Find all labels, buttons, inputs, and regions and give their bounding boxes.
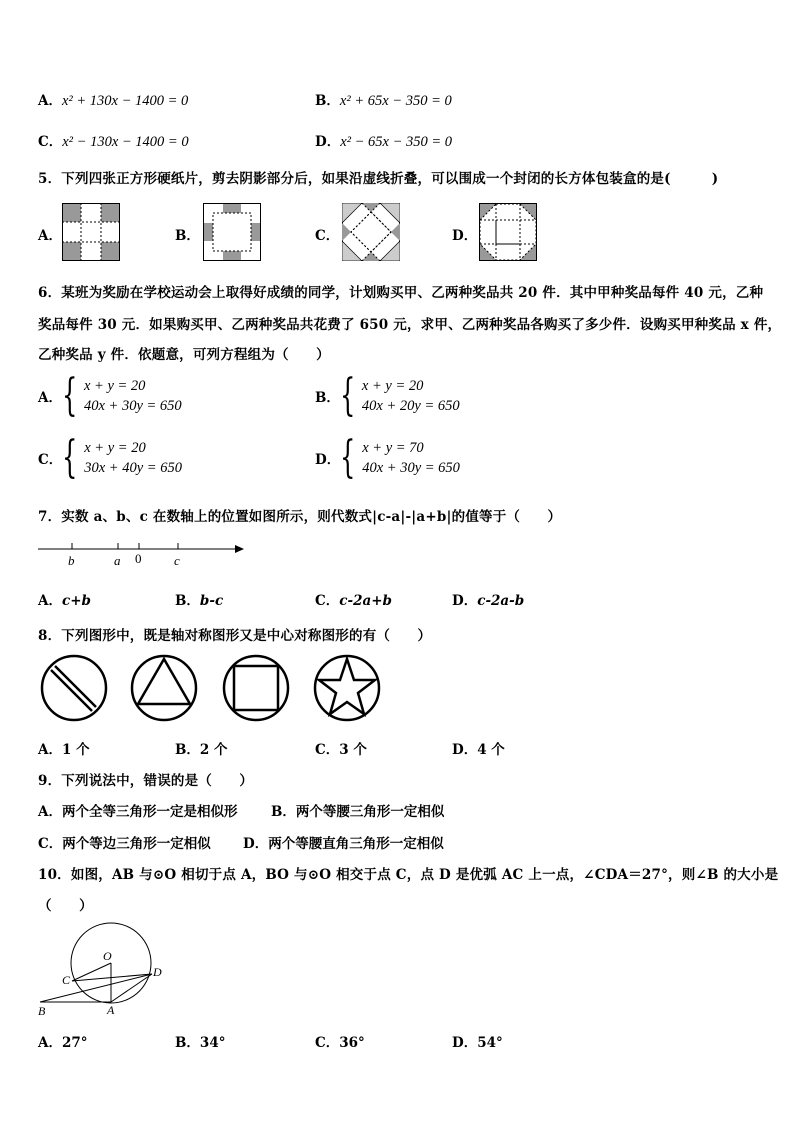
q5-figure-d — [479, 203, 537, 261]
equation: x + y = 20 — [83, 377, 146, 394]
option-label: C． — [38, 134, 63, 150]
option-label: C． — [315, 593, 340, 609]
axis-label-a: a — [114, 553, 121, 568]
q7-option-b — [175, 589, 223, 609]
option-text: 36° — [339, 1035, 365, 1051]
option-label: D． — [452, 1035, 478, 1051]
option-text: 34° — [199, 1035, 226, 1051]
q10-option-c — [315, 1031, 365, 1051]
option-label: B． — [315, 390, 340, 406]
circle-with-slash-figure — [42, 656, 106, 720]
q6-option-c — [38, 432, 182, 483]
option-text: 1 个 — [61, 742, 90, 758]
q7-option-a — [38, 589, 91, 609]
brace: { — [339, 370, 356, 421]
q10-option-b — [175, 1031, 225, 1051]
point-label-b: B — [38, 1004, 46, 1018]
shaded-corner — [101, 204, 119, 222]
option-label: A． — [38, 1035, 62, 1051]
q10-option-d — [452, 1031, 503, 1051]
circle-with-square-figure — [224, 656, 288, 720]
q7-option-c — [315, 589, 392, 609]
point-label-o: O — [103, 949, 112, 963]
equation: x + y = 70 — [362, 439, 424, 456]
option-label: A． — [38, 390, 62, 406]
option-label: B． — [315, 93, 340, 109]
option-text: c-2a-b — [477, 593, 525, 609]
option-label: C． — [38, 452, 63, 468]
q5-label-a: A． — [38, 228, 62, 244]
equation: x + y = 20 — [84, 439, 146, 456]
q9-question: 9．下列说法中，错误的是（ ） — [38, 773, 254, 789]
option-text: 4 个 — [477, 742, 505, 758]
q8-figures — [38, 652, 383, 726]
option-text: 27° — [61, 1035, 88, 1051]
brace: { — [340, 432, 356, 483]
q5-figure-a — [62, 203, 120, 261]
option-label: D． — [452, 742, 478, 758]
option-text: 54° — [477, 1035, 503, 1051]
equation: 40x + 30y = 650 — [83, 397, 182, 414]
q8-option-b — [175, 738, 228, 758]
point-label-a: A — [107, 1003, 115, 1017]
shaded-corner — [63, 204, 81, 222]
shaded-tab — [251, 223, 260, 241]
q4-option-b — [315, 89, 452, 110]
point-label-d: D — [153, 965, 162, 979]
equation: 40x + 20y = 650 — [361, 397, 460, 414]
equation: 30x + 40y = 650 — [84, 459, 182, 476]
q10-geometry-figure — [36, 918, 166, 1020]
shaded-corner — [101, 242, 119, 260]
q8-question: 8．下列图形中，既是轴对称图形又是中心对称图形的有（ ） — [38, 628, 432, 644]
q5-figure-b — [203, 203, 261, 261]
shaded-tab — [223, 204, 241, 213]
option-text: 2 个 — [199, 742, 228, 758]
option-text: c+b — [61, 593, 91, 609]
q5-label-b: B． — [175, 228, 200, 244]
q8-option-a — [38, 738, 90, 758]
option-label: A． — [38, 742, 62, 758]
option-label: C． — [315, 742, 340, 758]
q9-option-d: D．两个等腰直角三角形一定相似 — [243, 836, 444, 852]
axis-label-0: 0 — [135, 551, 142, 566]
q6-question-line1: 6．某班为奖励在学校运动会上取得好成绩的同学，计划购买甲、乙两种奖品共 20 件．其中甲种奖品每件 40 元，乙种 — [38, 285, 764, 301]
option-label: B． — [175, 593, 200, 609]
circle-with-triangle-figure — [132, 656, 196, 720]
option-text: b-c — [199, 593, 224, 609]
axis-label-c: c — [174, 553, 180, 568]
brace: { — [61, 370, 78, 421]
q4-option-d — [315, 130, 452, 151]
option-label: D． — [315, 452, 341, 468]
q7-question: 7．实数 a、b、c 在数轴上的位置如图所示，则代数式|c-a|-|a+b|的值等于（ ） — [38, 509, 562, 525]
q10-question-line2: （ ） — [38, 898, 93, 914]
q9-option-c: C．两个等边三角形一定相似 — [38, 836, 211, 852]
shaded-tab — [204, 223, 213, 241]
q5-label-d: D． — [452, 228, 478, 244]
option-label: A． — [38, 593, 62, 609]
q10-question-line1: 10．如图，AB 与⊙O 相切于点 A，BO 与⊙O 相交于点 C，点 D 是优弧 AC 上一点，∠CDA＝27°，则∠B 的大小是 — [38, 867, 779, 883]
point-label-c: C — [62, 973, 71, 987]
q6-question-line3: 乙种奖品 y 件．依题意，可列方程组为（ ） — [38, 347, 330, 363]
option-label: A． — [38, 93, 62, 109]
q8-option-c — [315, 738, 367, 758]
q4-option-c — [38, 130, 189, 151]
option-label: C． — [315, 1035, 340, 1051]
q9-option-a: A．两个全等三角形一定是相似形 — [38, 804, 238, 820]
q5-question: 5．下列四张正方形硬纸片，剪去阴影部分后，如果沿虚线折叠，可以围成一个封闭的长方体包装盒的是( ) — [38, 171, 719, 187]
option-text: c-2a+b — [339, 593, 392, 609]
shaded-tab — [223, 251, 241, 260]
equation: x² − 130x − 1400 = 0 — [62, 134, 189, 150]
q9-option-b: B．两个等腰三角形一定相似 — [271, 804, 445, 820]
shaded-corner — [63, 242, 81, 260]
option-label: D． — [315, 134, 341, 150]
q6-question-line2: 奖品每件 30 元．如果购买甲、乙两种奖品共花费了 650 元，求甲、乙两种奖品各购买了多少件．设购买甲种奖品 x 件， — [38, 317, 782, 333]
brace: { — [62, 432, 78, 483]
option-label: B． — [175, 1035, 200, 1051]
q6-option-d — [315, 432, 460, 483]
circle-with-star-figure — [315, 656, 379, 720]
equation: x + y = 20 — [361, 377, 424, 394]
axis-label-b: b — [68, 553, 75, 568]
equation: 40x + 30y = 650 — [362, 459, 460, 476]
q4-option-a — [38, 89, 188, 110]
q7-number-line — [38, 536, 248, 570]
option-label: B． — [175, 742, 200, 758]
q8-option-d — [452, 738, 505, 758]
option-label: D． — [452, 593, 478, 609]
equation: x² + 130x − 1400 = 0 — [61, 93, 189, 109]
equation: x² − 65x − 350 = 0 — [340, 134, 453, 150]
equation: x² + 65x − 350 = 0 — [339, 93, 452, 109]
q6-option-b — [315, 370, 460, 421]
q7-option-d — [452, 589, 524, 609]
q10-option-a — [38, 1031, 88, 1051]
q5-label-c: C． — [315, 228, 340, 244]
q6-option-a — [38, 370, 182, 421]
q5-figure-c — [342, 203, 400, 261]
option-text: 3 个 — [339, 742, 367, 758]
